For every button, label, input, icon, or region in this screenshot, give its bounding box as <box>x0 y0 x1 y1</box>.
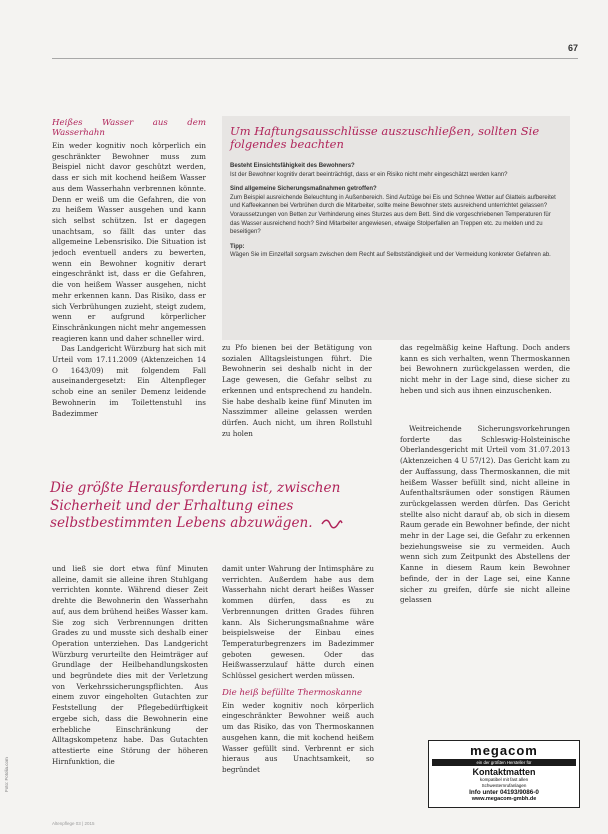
section-heading-thermos: Die heiß befüllte Thermoskanne <box>222 687 363 698</box>
middle-column-bottom <box>222 564 374 820</box>
pull-quote <box>50 480 386 533</box>
paragraph: zu Pfo bienen bei der Betätigung von sozialen Alltagsleistungen führt. Die Bewohnerin sei deshalb nicht in der Lage gewesen, die Gefahr selbst zu erkennen und entsprechend zu handeln. Sie habe deshalb keine fünf Minuten im Nasszimmer alleine gelassen werden dürfen. Auch nicht, um ihren Rollstuhl zu holen <box>222 343 372 438</box>
box-tip-label: Tipp: <box>230 243 245 250</box>
page-number: 67 <box>567 43 578 53</box>
box-answer: Zum Beispiel ausreichende Beleuchtung in Außenbereich. Sind Aufzüge bei Eis und Schnee Wetter auf Glatteis aufbereitet und Kaffeekannen bei Verbrühen durch die Mitarbeiter, sollte meine Bewohner stets ausreichend unterrichtet gelassen? Voraussetzungen von Betten zur Verhinderung eines Sturzes aus dem Bett. Sind die vorgeschriebenen Temperaturen für das Wasser ausreichend hoch? Sind Mitarbeiter angewiesen, etwaige Stolperfallen an Treppen etc. zu melden und zu beseitigen? <box>230 194 556 236</box>
box-answer: Ist der Bewohner kognitiv derart beeinträchtigt, dass er ein Risiko nicht mehr eingeschätzt werden kann? <box>230 171 508 178</box>
pull-quote-text: Die größte Herausforderung ist, zwischen Sicherheit und der Erhaltung eines selbstbestimmten Lebens abzuwägen. <box>50 480 341 531</box>
ad-line: Schwesternrufanlagen <box>481 782 527 788</box>
ad-website-link[interactable]: www.megacom-gmbh.de <box>471 796 537 802</box>
right-column-main <box>400 424 570 724</box>
paragraph: Weitreichende Sicherungsvorkehrungen forderte das Schleswig-Holsteinische Oberlandesgericht mit Urteil vom 31.07.2013 (Aktenzeichen 4 U 57/12). Das Gericht kam zu der Auffassung, dass Thermoskannen, die mit heißem Wasser befüllt sind, nicht alleine in Aufenthaltsräumen oder sonstigen Räumen zurückgelassen werden dürfen. Das Gericht stellte also nicht darauf ab, ob sich in diesem Raum gerade ein Bewohner befinde, der nicht mehr in der Lage sei, die Gefahr zu erkennen beziehungsweise sie zu vermeiden. Auch wenn sich zum Zeitpunkt des Abstellens der Kanne in diesem Raum kein Bewohner befinde, der in der Lage sei, eine Kanne sicher zu greifen, dürfe sie nicht alleine gelassen <box>400 424 570 605</box>
megacom-advertisement[interactable] <box>428 740 580 808</box>
left-column-top <box>52 118 206 438</box>
paragraph: und ließ sie dort etwa fünf Minuten alleine, damit sie alleine ihren Stuhlgang verrichten konnte. Während dieser Zeit drehte die Bewohnerin den Wasserhahn auf, aus dem brühend heißes Wasser kam. Sie zog sich Verbrennungen dritten Grades zu und musste sich deshalb einer Operation unterziehen. Das Landgericht Würzburg verurteilte den Heimträger auf Grundlage der Heilbehandlungskosten und begründete dies mit der Verletzung von Verkehrssicherungspflichten. Aus einem zuvor eingeholten Gutachten zur Feststellung der Pflegebedürftigkeit ergebe sich, dass die Bewohnerin eine erhebliche Einschränkung der Alltagskompetenz habe. Das Gutachten attestierte eine Störung der höheren Hirnfunktion, die <box>52 564 208 766</box>
section-heading-hot-water: Heißes Wasser aus dem Wasserhahn <box>52 118 206 138</box>
photo-credit: Foto: Fotolia.com <box>4 757 9 792</box>
paragraph: das regelmäßig keine Haftung. Doch anders kann es sich verhalten, wenn Thermoskannen bei Bewohnern zurückgelassen werden, die nicht mehr in der Lage sind, diese sicher zu heben und sich aus ihnen einzuschenken. <box>400 343 570 395</box>
paragraph: damit unter Wahrung der Intimsphäre zu verrichten. Außerdem habe aus dem Wasserhahn nicht derart heißes Wasser kommen dürfen, dass es zu Verbrennungen dritten Grades führen kann. Als Sicherungsmaßnahme wäre beispielsweise der Einbau eines Temperaturbegrenzers im Badezimmer geboten gewesen. Oder das Heißwasserzulauf hätte durch einen Schlüssel gesichert werden müssen. <box>222 564 374 681</box>
box-question: Besteht Einsichtsfähigkeit des Bewohners? <box>230 163 355 169</box>
left-column-bottom <box>52 564 208 820</box>
ad-line: kompatibel mit fast allen <box>479 777 529 782</box>
ad-phone: Info unter 04193/9086-0 <box>469 789 539 796</box>
ad-product: Kontaktmatten <box>472 767 536 777</box>
ad-logo: megacom <box>470 743 538 758</box>
middle-column-top <box>222 343 372 439</box>
info-box-title: Um Haftungsausschlüsse auszuschließen, sollten Sie folgendes beachten <box>230 124 540 151</box>
paragraph: Ein weder kognitiv noch körperlich eingeschränkter Bewohner weiß auch um das Risiko, das von Thermoskannen ausgehen kann, die mit kochend heißem Wasser gefüllt sind. Verbrennt er sich hieraus aus Unachtsamkeit, so begründet <box>222 700 374 774</box>
box-question: Sind allgemeine Sicherungsmaßnahmen getroffen? <box>230 186 377 193</box>
page-footer: Altenpflege 03 | 2015 <box>52 821 95 826</box>
top-rule <box>52 58 578 59</box>
right-column-top <box>400 343 570 419</box>
paragraph: Ein weder kognitiv noch körperlich ein geschränkter Bewohner muss zum Beispiel nicht davor geschützt werden, dass er sich mit kochend heißem Wasser aus dem Wasserhahn verbrennen könnte. Denn er weiß um die Gefahren, die von zu heißem Wasser ausgehen und kann sich selbst schützen. Ist er dagegen unachtsam, so fällt das unter das allgemeine Lebensrisiko. Die Situation ist jedoch eventuell anders zu bewerten, wenn ein Bewohner kognitiv derart eingeschränkt ist, dass er die Gefahren, die von heißem Wasser ausgehen, nicht mehr erkennen kann. Das Risiko, dass er sich Verbrühungen zuzieht, steigt zudem, wenn er aufgrund körperlicher Einschränkungen nicht mehr angemessen reagieren kann und daher schneller wird. <box>52 141 206 343</box>
paragraph: Das Landgericht Würzburg hat sich mit Urteil vom 17.11.2009 (Aktenzeichen 14 O 1643/09) mit folgendem Fall auseinandergesetzt: Ein Altenpfleger schob eine an seniler Demenz leidende Bewohnerin im Toilettenstuhl ins Badezimmer <box>52 344 206 418</box>
squiggle-ornament-icon <box>321 519 343 529</box>
ad-tagline: ein der größten Hersteller für <box>432 759 576 766</box>
box-tip: Wägen Sie im Einzelfall sorgsam zwischen dem Recht auf Selbstständigkeit und der Vermeidung konkreter Gefahren ab. <box>230 252 551 259</box>
info-box-body <box>230 162 558 260</box>
